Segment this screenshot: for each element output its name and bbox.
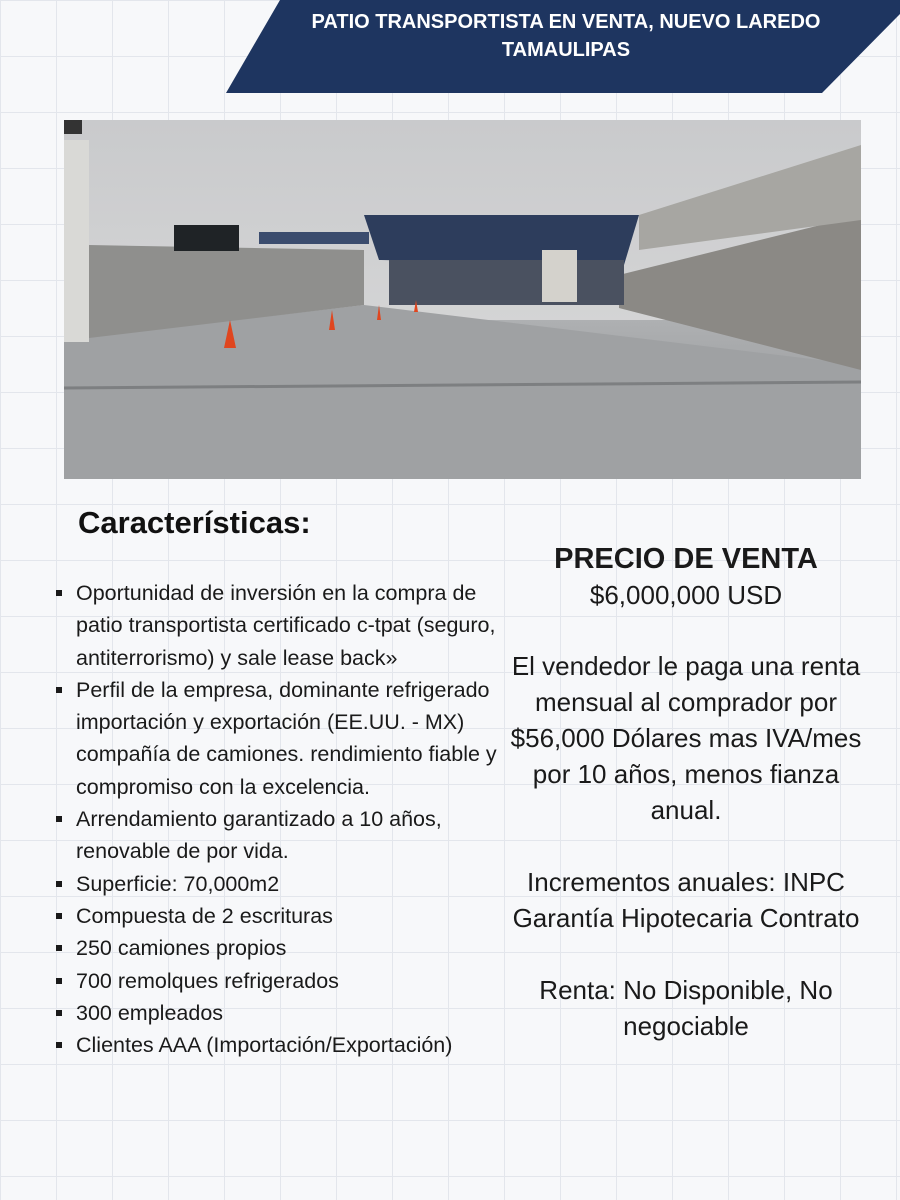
rent-status: Renta: No Disponible, No negociable xyxy=(539,975,833,1041)
price-value: $6,000,000 USD xyxy=(589,580,783,610)
list-item xyxy=(56,900,526,932)
feature-text: Perfil de la empresa, dominante refrigerado importación y exportación (EE.UU. - MX) compañía de camiones. rendimiento fiable y compromiso con la excelencia. xyxy=(76,677,497,799)
bullet-icon xyxy=(56,881,62,887)
list-item xyxy=(56,577,526,674)
bullet-icon xyxy=(56,945,62,951)
truck-yard-photo xyxy=(64,120,861,479)
bullet-icon xyxy=(56,1010,62,1016)
pricing-section xyxy=(510,540,862,1044)
header-banner xyxy=(226,0,900,93)
feature-text: Clientes AAA (Importación/Exportación) xyxy=(76,1033,453,1058)
feature-text: Arrendamiento garantizado a 10 años, renovable de por vida. xyxy=(76,807,442,864)
feature-text: 700 remolques refrigerados xyxy=(76,968,339,993)
lease-description: El vendedor le paga una renta mensual al comprador por $56,000 Dólares mas IVA/mes por 10 años, menos fianza anual. xyxy=(510,651,862,825)
features-section xyxy=(56,505,526,1061)
increments-description: Incrementos anuales: INPC Garantía Hipotecaria Contrato xyxy=(512,867,860,933)
bullet-icon xyxy=(56,687,62,693)
list-item xyxy=(56,868,526,900)
page-title: PATIO TRANSPORTISTA EN VENTA, NUEVO LAREDO TAMAULIPAS xyxy=(311,11,821,61)
bullet-icon xyxy=(56,913,62,919)
list-item xyxy=(56,1029,526,1061)
features-list xyxy=(56,577,526,1061)
features-title: Características: xyxy=(78,505,311,540)
bullet-icon xyxy=(56,590,62,596)
feature-text: 300 empleados xyxy=(76,1000,224,1025)
price-title: PRECIO DE VENTA xyxy=(554,543,818,575)
feature-text: 250 camiones propios xyxy=(76,936,287,961)
bullet-icon xyxy=(56,816,62,822)
list-item xyxy=(56,932,526,964)
list-item xyxy=(56,803,526,868)
list-item xyxy=(56,997,526,1029)
list-item xyxy=(56,965,526,997)
bullet-icon xyxy=(56,978,62,984)
list-item xyxy=(56,674,526,803)
feature-text: Superficie: 70,000m2 xyxy=(76,871,280,896)
bullet-icon xyxy=(56,1042,62,1048)
feature-text: Oportunidad de inversión en la compra de patio transportista certificado c-tpat (seguro, antiterrorismo) y sale lease back» xyxy=(76,581,496,670)
feature-text: Compuesta de 2 escrituras xyxy=(76,903,333,928)
